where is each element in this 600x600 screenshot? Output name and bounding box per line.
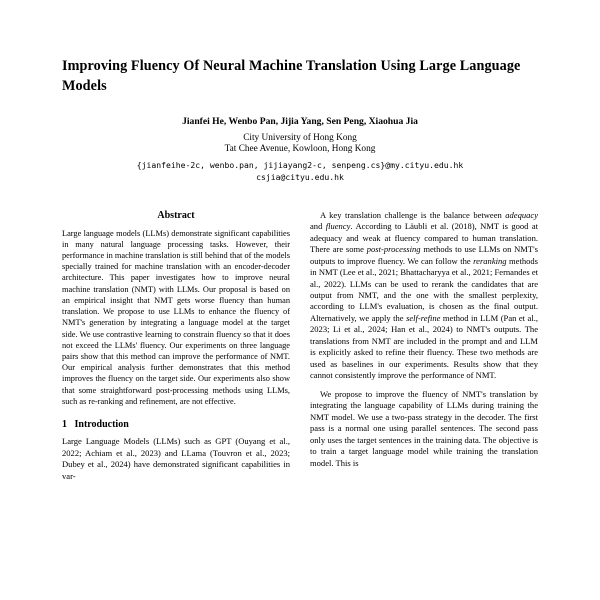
section-number: 1	[62, 419, 67, 431]
section-heading-introduction	[62, 419, 290, 430]
left-column	[62, 210, 290, 489]
right-paragraph-2: We propose to improve the fluency of NMT's translation by integrating the language capability of LLMs during training the NMT model. We use a two-pass strategy in the decoder. The first pass is a normal one using parallel sentences. The second pass only uses the target sentences in the training data. The objective is to train a target language model while training the translation model. This is	[310, 388, 538, 468]
right-column	[310, 210, 538, 489]
abstract-heading: Abstract	[157, 209, 195, 221]
author-emails-line-2: csjia@cityu.edu.hk	[256, 172, 344, 183]
section-title: Introduction	[74, 419, 129, 431]
two-column-body	[62, 210, 538, 489]
author-list: Jianfei He, Wenbo Pan, Jijia Yang, Sen Peng, Xiaohua Jia	[182, 116, 418, 128]
affiliation-line-1: City University of Hong Kong	[243, 133, 357, 144]
right-paragraph-1: A key translation challenge is the balance between adequacy and fluency. According to Läubli et al. (2018), NMT is good at adequacy and weak at fluency compared to human translation. There are some post-processing methods to use LLMs on NMT's outputs to improve fluency. We can follow the reranking methods in NMT (Lee et al., 2021; Bhattacharyya et al., 2021; Fernandes et al., 2022). LLMs can be used to rerank the candidates that are output from NMT, and the one with the smallest perplexity, according to LLM's evaluation, is chosen as the final output. Alternatively, we apply the self-refine method in LLM (Pan et al., 2023; Li et al., 2024; Han et al., 2024) to NMT's outputs. The translations from NMT are included in the prompt and and LLM is explicitly asked to refine their fluency. These two methods are used as baselines in our experiments. Results show that they cannot consistently improve the performance of NMT.	[310, 209, 538, 381]
author-emails-line-1: {jianfeihe-2c, wenbo.pan, jijiayang2-c, senpeng.cs}@my.cityu.edu.hk	[136, 160, 464, 171]
page-title: Improving Fluency Of Neural Machine Translation Using Large Language Models	[62, 58, 521, 95]
affiliation-line-2: Tat Chee Avenue, Kowloon, Hong Kong	[224, 144, 376, 155]
intro-paragraph-1: Large Language Models (LLMs) such as GPT (Ouyang et al., 2022; Achiam et al., 2023) and LLama (Touvron et al., 2023; Dubey et al., 2024) have demonstrated significant capabilities in var-	[62, 436, 290, 481]
abstract-text: Large language models (LLMs) demonstrate significant capabilities in many natural language processing tasks. However, their performance in machine translation is still behind that of the models specially trained for machine translation with an encoder-decoder architecture. This paper investigates how to improve neural machine translation (NMT) with LLMs. Our proposal is based on an empirical insight that NMT gets worse fluency than human translation. We propose to use LLMs to enhance the fluency of NMT's generation by integrating a language model at the target side. We use contrastive learning to constrain fluency so that it does not exceed the LLMs' fluency. Our experiments on three language pairs show that this method can improve the performance of NMT. Our empirical analysis further demonstrates that this method improves the fluency on the target side. Our experiments also show that some straightforward post-processing methods using LLMs, such as re-ranking and refinement, are not effective.	[62, 228, 290, 406]
